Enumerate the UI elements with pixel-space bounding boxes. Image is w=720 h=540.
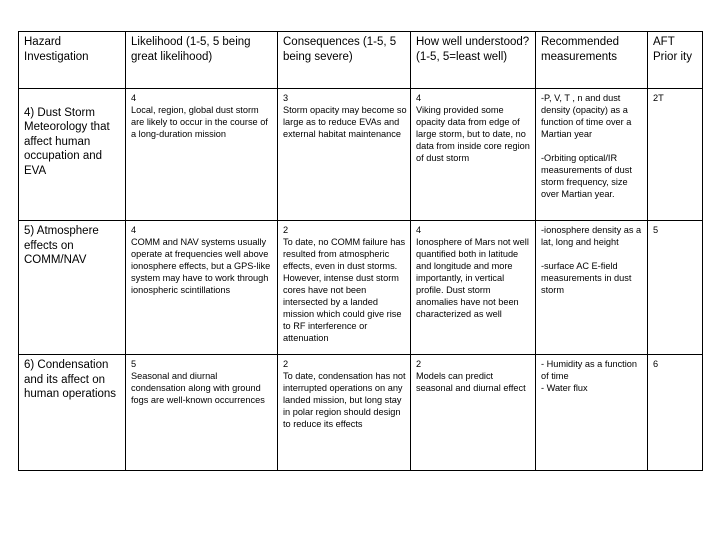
hazard-table (18, 31, 703, 471)
consequence-score: 2 (283, 359, 289, 370)
measurement-item: -P, V, T , n and dust density (opacity) as a function of time over a Martian year (541, 92, 632, 139)
likelihood-score: 5 (131, 359, 137, 370)
understood-text: Ionosphere of Mars not well quantified both in latitude and longitude and more importantly, in vertical profile. Dust storm anomalies have not been characterized as well (416, 237, 529, 320)
table-row (19, 221, 703, 355)
header-priority: AFT Prior ity (648, 32, 703, 89)
understood-score: 2 (416, 359, 422, 370)
table-row (19, 355, 703, 471)
measurements-cell (536, 355, 648, 471)
likelihood-score: 4 (131, 225, 137, 236)
understood-cell (411, 355, 536, 471)
header-row (19, 32, 703, 89)
table-row (19, 88, 703, 221)
consequence-cell (278, 355, 411, 471)
header-likelihood: Likelihood (1-5, 5 being great likelihood) (126, 32, 278, 89)
consequence-text: To date, condensation has not interrupted operations on any landed mission, but long stay in polar region should design to reduce its effects (283, 371, 406, 430)
likelihood-score: 4 (131, 92, 137, 103)
header-measurements: Recommended measurements (536, 32, 648, 89)
likelihood-text: COMM and NAV systems usually operate at frequencies well above ionosphere effects, but a GPS-like system may have to work through ionospheric scintillations (131, 237, 271, 296)
priority-cell: 6 (648, 355, 703, 471)
consequence-text: Storm opacity may become so large as to reduce EVAs and external habitat maintenance (283, 104, 407, 139)
consequence-score: 2 (283, 225, 289, 236)
likelihood-text: Local, region, global dust storm are likely to occur in the course of a long-duration mission (131, 104, 268, 139)
priority-cell: 5 (648, 221, 703, 355)
header-understood: How well understood? (1-5, 5=least well) (411, 32, 536, 89)
consequence-cell (278, 221, 411, 355)
consequence-score: 3 (283, 92, 289, 103)
understood-cell (411, 221, 536, 355)
hazard-cell: 4) Dust Storm Meteorology that affect human occupation and EVA (19, 88, 126, 221)
measurements-cell (536, 88, 648, 221)
hazard-cell: 6) Condensation and its affect on human operations (19, 355, 126, 471)
consequence-text: To date, no COMM failure has resulted from atmospheric effects, even in dust storms. However, intense dust storm cores have not been intersected by a landed mission which could give rise to RF interference or attenuation (283, 237, 406, 344)
header-consequences: Consequences (1-5, 5 being severe) (278, 32, 411, 89)
measurement-item: - Water flux (541, 383, 588, 394)
understood-text: Models can predict seasonal and diurnal effect (416, 371, 526, 394)
understood-text: Viking provided some opacity data from edge of large storm, but to date, no data from inside core region of dust storm (416, 104, 530, 163)
likelihood-cell (126, 88, 278, 221)
measurements-cell (536, 221, 648, 355)
measurement-item: -Orbiting optical/IR measurements of dust storm frequency, size over Martian year. (541, 152, 632, 199)
understood-score: 4 (416, 92, 422, 103)
consequence-cell (278, 88, 411, 221)
likelihood-cell (126, 355, 278, 471)
understood-cell (411, 88, 536, 221)
measurement-item: -surface AC E-field measurements in dust storm (541, 261, 632, 296)
measurement-item: - Humidity as a function of time (541, 359, 637, 382)
header-hazard: Hazard Investigation (19, 32, 126, 89)
measurement-item: -ionosphere density as a lat, long and height (541, 225, 642, 248)
priority-cell: 2T (648, 88, 703, 221)
understood-score: 4 (416, 225, 422, 236)
likelihood-text: Seasonal and diurnal condensation along with ground fogs are well-known occurrences (131, 371, 265, 406)
likelihood-cell (126, 221, 278, 355)
hazard-cell: 5) Atmosphere effects on COMM/NAV (19, 221, 126, 355)
